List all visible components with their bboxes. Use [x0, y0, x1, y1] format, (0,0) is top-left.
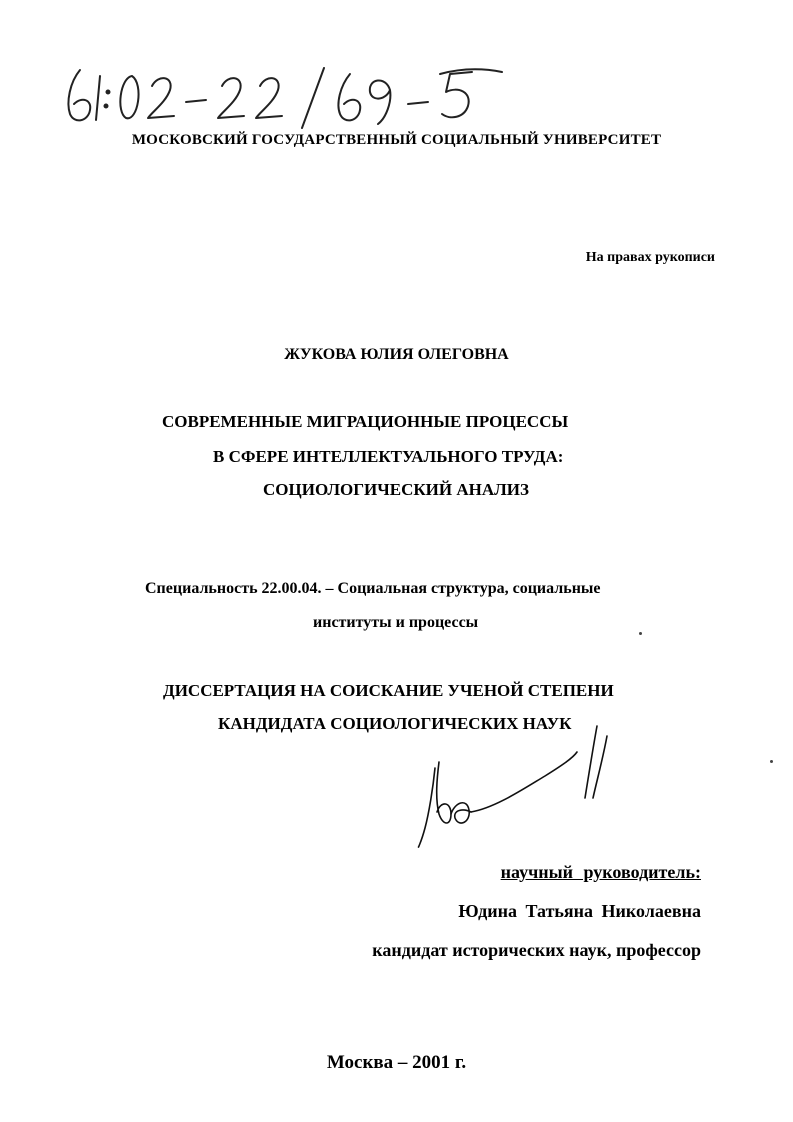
scientific-advisor-label: научный руководитель:	[500, 862, 701, 882]
dissertation-title-line-2: В СФЕРЕ ИНТЕЛЛЕКТУАЛЬНОГО ТРУДА:	[213, 447, 564, 466]
handwritten-archive-code	[62, 62, 522, 132]
manuscript-rights-note: На правах рукописи	[585, 250, 715, 265]
specialty-line-1: Специальность 22.00.04. – Социальная структура, социальные	[145, 580, 601, 597]
author-name: ЖУКОВА ЮЛИЯ ОЛЕГОВНА	[284, 346, 509, 363]
degree-statement-line-1: ДИССЕРТАЦИЯ НА СОИСКАНИЕ УЧЕНОЙ СТЕПЕНИ	[163, 681, 614, 700]
scientific-advisor-degree: кандидат исторических наук, профессор	[372, 940, 701, 960]
signature	[405, 718, 615, 858]
degree-statement-line-2: КАНДИДАТА СОЦИОЛОГИЧЕСКИХ НАУК	[218, 714, 572, 733]
dissertation-title-line-1: СОВРЕМЕННЫЕ МИГРАЦИОННЫЕ ПРОЦЕССЫ	[162, 412, 569, 431]
scan-speck	[770, 760, 773, 763]
university-name: МОСКОВСКИЙ ГОСУДАРСТВЕННЫЙ СОЦИАЛЬНЫЙ УНИВЕРСИТЕТ	[131, 132, 662, 148]
scientific-advisor-name: Юдина Татьяна Николаевна	[458, 901, 701, 921]
dissertation-title-line-3: СОЦИОЛОГИЧЕСКИЙ АНАЛИЗ	[263, 480, 530, 499]
specialty-line-2: институты и процессы	[313, 614, 479, 631]
scan-speck	[639, 632, 642, 635]
city-year: Москва – 2001 г.	[326, 1052, 467, 1073]
